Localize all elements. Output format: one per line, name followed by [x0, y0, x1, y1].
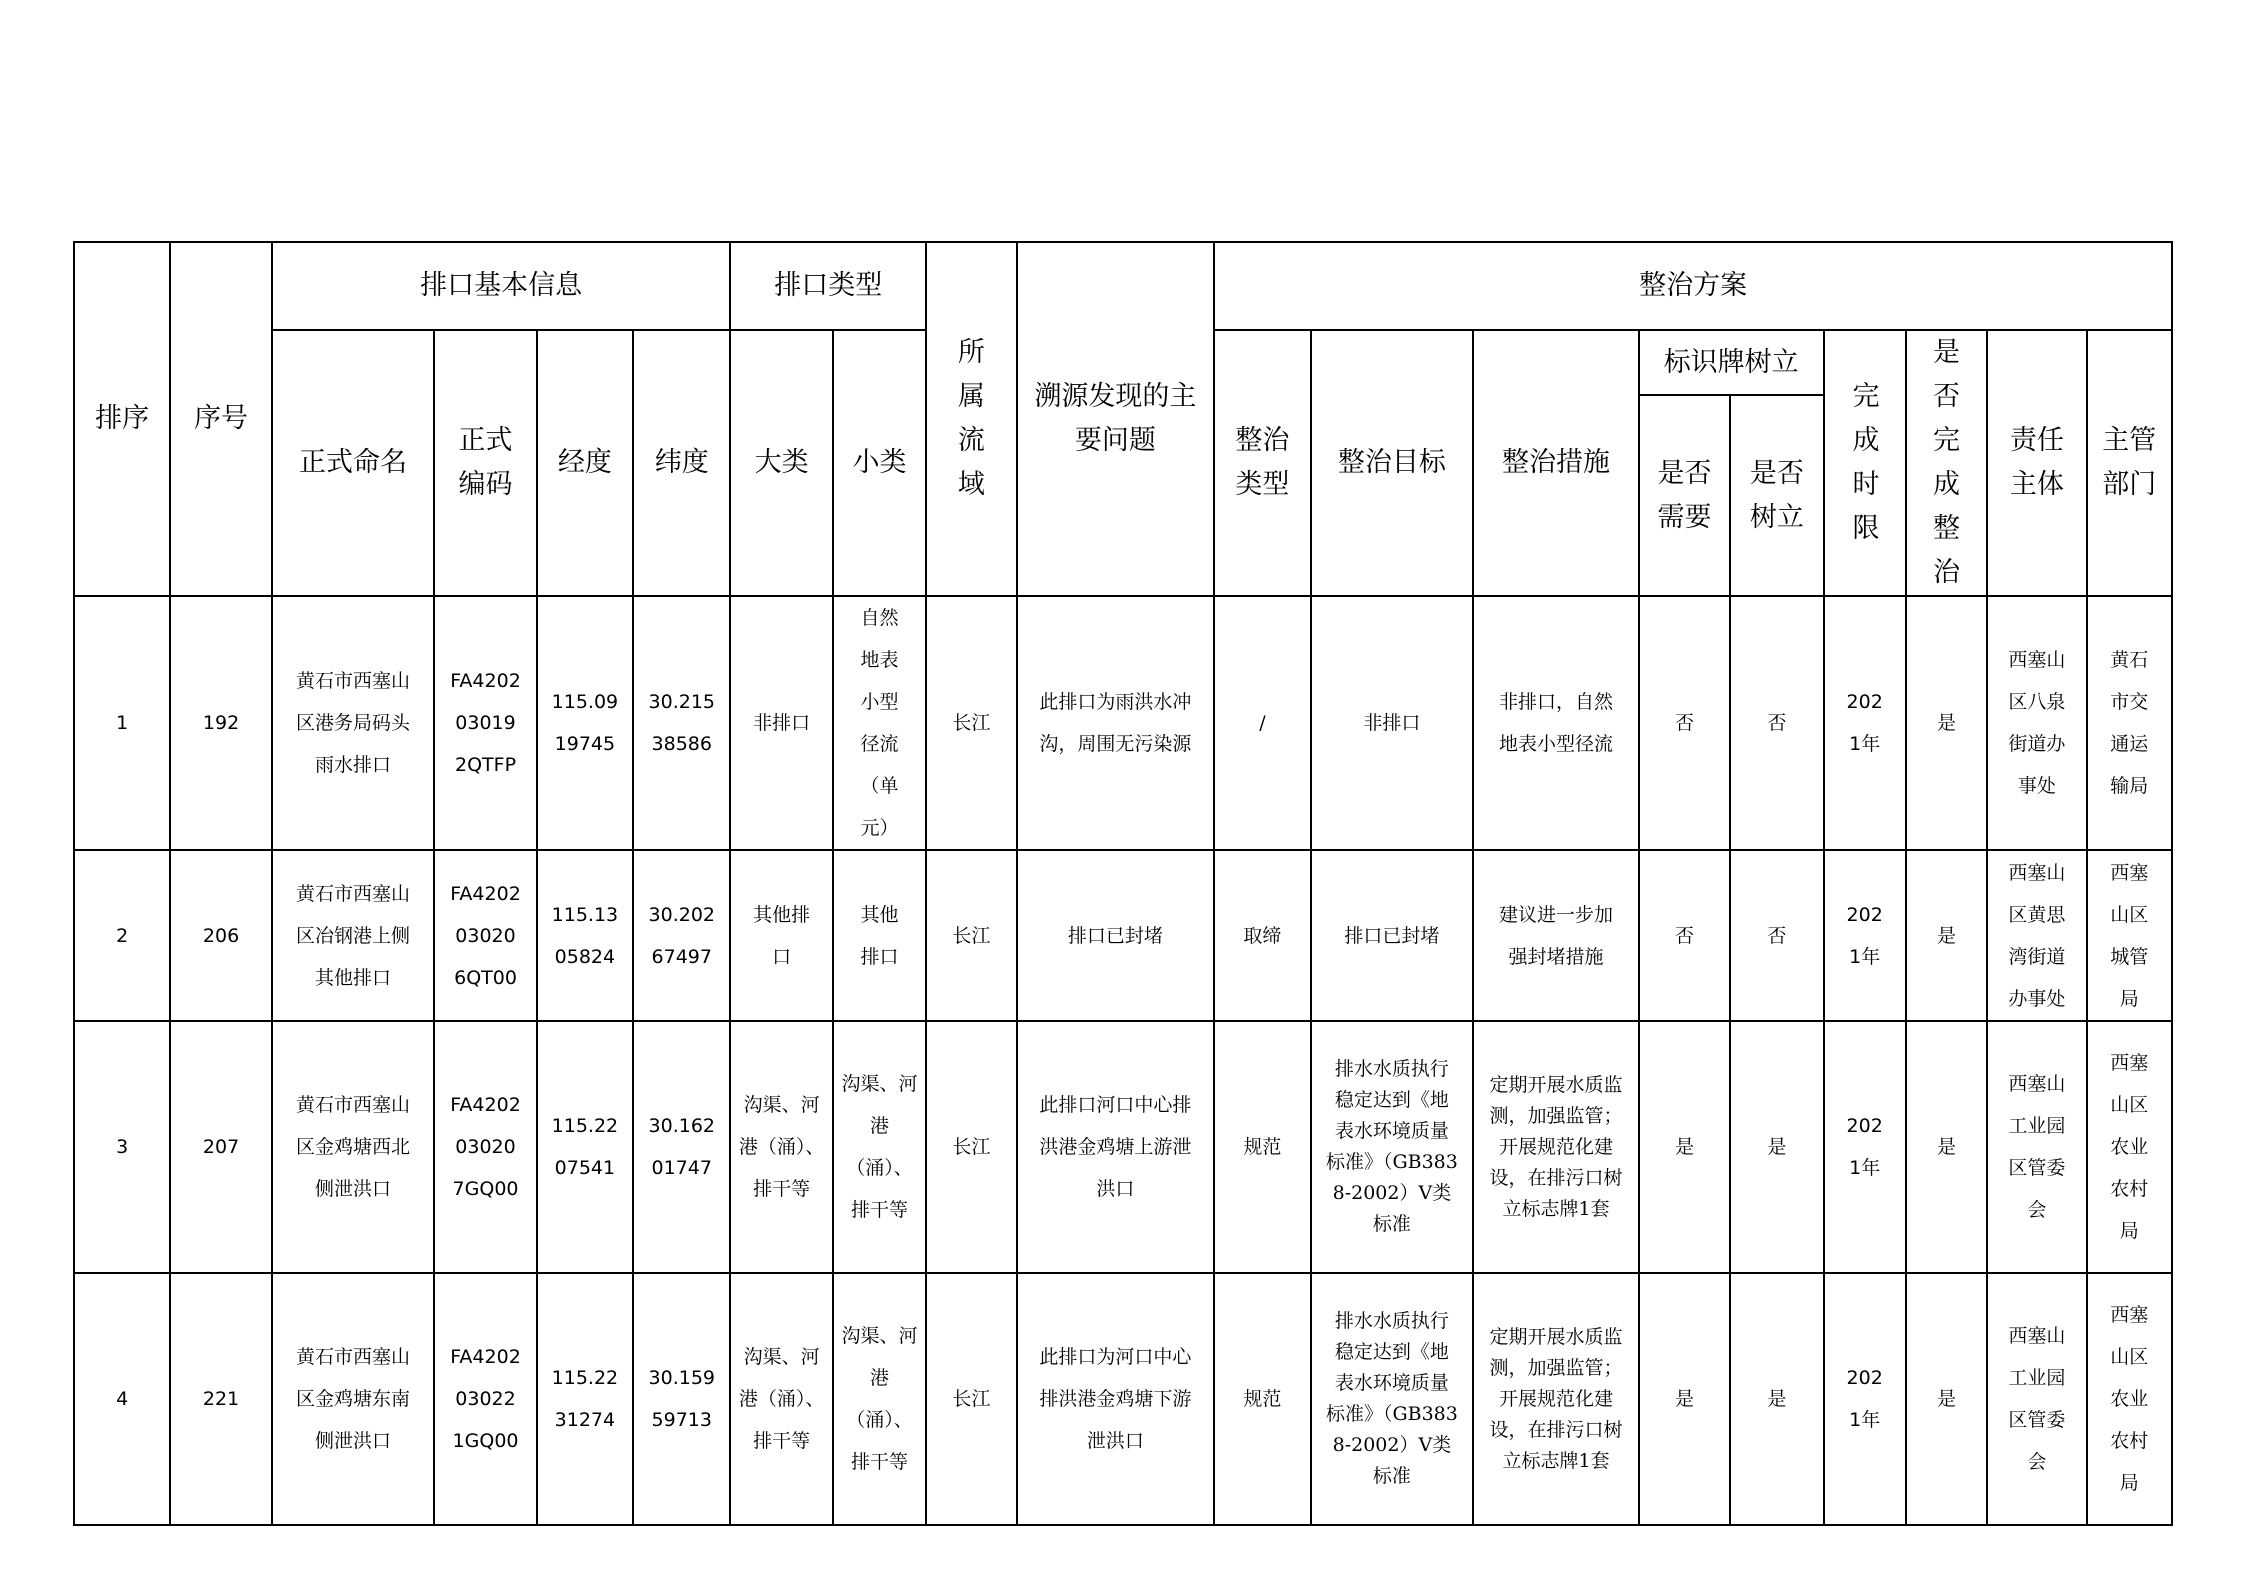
cell-sign-need: 否: [1639, 850, 1730, 1021]
cell-dept: 西塞山区农业农村局: [2087, 1021, 2172, 1273]
cell-lng: 115.1305824: [537, 850, 633, 1021]
cell-deadline: 2021年: [1824, 1273, 1906, 1525]
cell-minor: 沟渠、河港（涌）、排干等: [833, 1021, 926, 1273]
cell-xu-hao: 206: [170, 850, 271, 1021]
table-row: [74, 1273, 2172, 1525]
cell-name: 黄石市西塞山区冶钢港上侧其他排口: [272, 850, 435, 1021]
cell-deadline: 2021年: [1824, 850, 1906, 1021]
cell-lng: 115.2231274: [537, 1273, 633, 1525]
cell-code: FA4202030207GQ00: [434, 1021, 536, 1273]
cell-minor: 沟渠、河港（涌）、排干等: [833, 1273, 926, 1525]
cell-pai-xu: 3: [74, 1021, 170, 1273]
cell-code: FA4202030192QTFP: [434, 596, 536, 850]
col-lng-header: 经度: [537, 330, 633, 596]
outlet-type-group-header: 排口类型: [730, 242, 926, 330]
cell-major: 沟渠、河港（涌）、排干等: [730, 1021, 832, 1273]
col-xu-hao-header: 序号: [170, 242, 271, 596]
cell-lat: 30.20267497: [633, 850, 730, 1021]
cell-fix-measure: 非排口，自然地表小型径流: [1473, 596, 1639, 850]
cell-minor: 其他排口: [833, 850, 926, 1021]
cell-problem: 此排口河口中心排洪港金鸡塘上游泄洪口: [1017, 1021, 1215, 1273]
col-fix-goal-header: 整治目标: [1311, 330, 1474, 596]
cell-fix-type: /: [1214, 596, 1310, 850]
cell-name: 黄石市西塞山区港务局码头雨水排口: [272, 596, 435, 850]
cell-done: 是: [1906, 596, 1987, 850]
cell-fix-measure: 定期开展水质监测，加强监管；开展规范化建设，在排污口树立标志牌1套: [1473, 1021, 1639, 1273]
cell-xu-hao: 207: [170, 1021, 271, 1273]
cell-owner: 西塞山区黄思湾街道办事处: [1987, 850, 2086, 1021]
cell-problem: 此排口为河口中心排洪港金鸡塘下游泄洪口: [1017, 1273, 1215, 1525]
cell-sign-set: 否: [1730, 850, 1823, 1021]
cell-fix-goal: 排水水质执行稳定达到《地表水环境质量标准》（GB3838-2002）V类标准: [1311, 1021, 1474, 1273]
cell-owner: 西塞山工业园区管委会: [1987, 1273, 2086, 1525]
cell-name: 黄石市西塞山区金鸡塘西北侧泄洪口: [272, 1021, 435, 1273]
cell-xu-hao: 192: [170, 596, 271, 850]
cell-basin: 长江: [926, 850, 1016, 1021]
cell-basin: 长江: [926, 596, 1016, 850]
cell-done: 是: [1906, 1021, 1987, 1273]
col-fix-type-header: 整治类型: [1214, 330, 1310, 596]
cell-lat: 30.15959713: [633, 1273, 730, 1525]
cell-deadline: 2021年: [1824, 1021, 1906, 1273]
cell-minor: 自然地表小型径流（单元）: [833, 596, 926, 850]
cell-dept: 西塞山区农业农村局: [2087, 1273, 2172, 1525]
col-deadline-header: 完成时限: [1824, 330, 1906, 596]
drain-outlet-table: [73, 241, 2173, 1526]
cell-dept: 西塞山区城管局: [2087, 850, 2172, 1021]
cell-dept: 黄石市交通运输局: [2087, 596, 2172, 850]
col-basin-header: 所属流域: [926, 242, 1016, 596]
col-owner-header: 责任主体: [1987, 330, 2086, 596]
cell-pai-xu: 4: [74, 1273, 170, 1525]
table-row: [74, 850, 2172, 1021]
cell-sign-set: 是: [1730, 1021, 1823, 1273]
col-sign-need-header: 是否需要: [1639, 395, 1730, 596]
basic-info-group-header: 排口基本信息: [272, 242, 731, 330]
cell-lng: 115.2207541: [537, 1021, 633, 1273]
cell-lat: 30.16201747: [633, 1021, 730, 1273]
cell-owner: 西塞山工业园区管委会: [1987, 1021, 2086, 1273]
table-row: [74, 1021, 2172, 1273]
plan-group-header: 整治方案: [1214, 242, 2172, 330]
cell-sign-need: 是: [1639, 1021, 1730, 1273]
col-name-header: 正式命名: [272, 330, 435, 596]
cell-sign-need: 是: [1639, 1273, 1730, 1525]
cell-name: 黄石市西塞山区金鸡塘东南侧泄洪口: [272, 1273, 435, 1525]
cell-lng: 115.0919745: [537, 596, 633, 850]
table-row: [74, 596, 2172, 850]
col-dept-header: 主管部门: [2087, 330, 2172, 596]
cell-fix-goal: 非排口: [1311, 596, 1474, 850]
cell-done: 是: [1906, 850, 1987, 1021]
cell-deadline: 2021年: [1824, 596, 1906, 850]
sign-group-header: 标识牌树立: [1639, 330, 1824, 395]
cell-fix-type: 规范: [1214, 1021, 1310, 1273]
col-major-header: 大类: [730, 330, 832, 596]
col-fix-measure-header: 整治措施: [1473, 330, 1639, 596]
cell-fix-goal: 排水水质执行稳定达到《地表水环境质量标准》（GB3838-2002）V类标准: [1311, 1273, 1474, 1525]
col-done-header: 是否完成整治: [1906, 330, 1987, 596]
col-minor-header: 小类: [833, 330, 926, 596]
cell-major: 沟渠、河港（涌）、排干等: [730, 1273, 832, 1525]
cell-fix-goal: 排口已封堵: [1311, 850, 1474, 1021]
cell-problem: 排口已封堵: [1017, 850, 1215, 1021]
cell-done: 是: [1906, 1273, 1987, 1525]
cell-sign-set: 否: [1730, 596, 1823, 850]
col-code-header: 正式编码: [434, 330, 536, 596]
cell-fix-type: 规范: [1214, 1273, 1310, 1525]
cell-xu-hao: 221: [170, 1273, 271, 1525]
cell-sign-set: 是: [1730, 1273, 1823, 1525]
cell-fix-measure: 定期开展水质监测，加强监管；开展规范化建设，在排污口树立标志牌1套: [1473, 1273, 1639, 1525]
cell-code: FA4202030221GQ00: [434, 1273, 536, 1525]
col-problem-header: 溯源发现的主要问题: [1017, 242, 1215, 596]
cell-owner: 西塞山区八泉街道办事处: [1987, 596, 2086, 850]
cell-problem: 此排口为雨洪水冲沟，周围无污染源: [1017, 596, 1215, 850]
col-sign-set-header: 是否树立: [1730, 395, 1823, 596]
cell-lat: 30.21538586: [633, 596, 730, 850]
cell-basin: 长江: [926, 1273, 1016, 1525]
cell-major: 非排口: [730, 596, 832, 850]
cell-major: 其他排口: [730, 850, 832, 1021]
cell-code: FA4202030206QT00: [434, 850, 536, 1021]
cell-basin: 长江: [926, 1021, 1016, 1273]
cell-pai-xu: 2: [74, 850, 170, 1021]
cell-pai-xu: 1: [74, 596, 170, 850]
col-lat-header: 纬度: [633, 330, 730, 596]
cell-fix-type: 取缔: [1214, 850, 1310, 1021]
col-pai-xu-header: 排序: [74, 242, 170, 596]
cell-sign-need: 否: [1639, 596, 1730, 850]
cell-fix-measure: 建议进一步加强封堵措施: [1473, 850, 1639, 1021]
